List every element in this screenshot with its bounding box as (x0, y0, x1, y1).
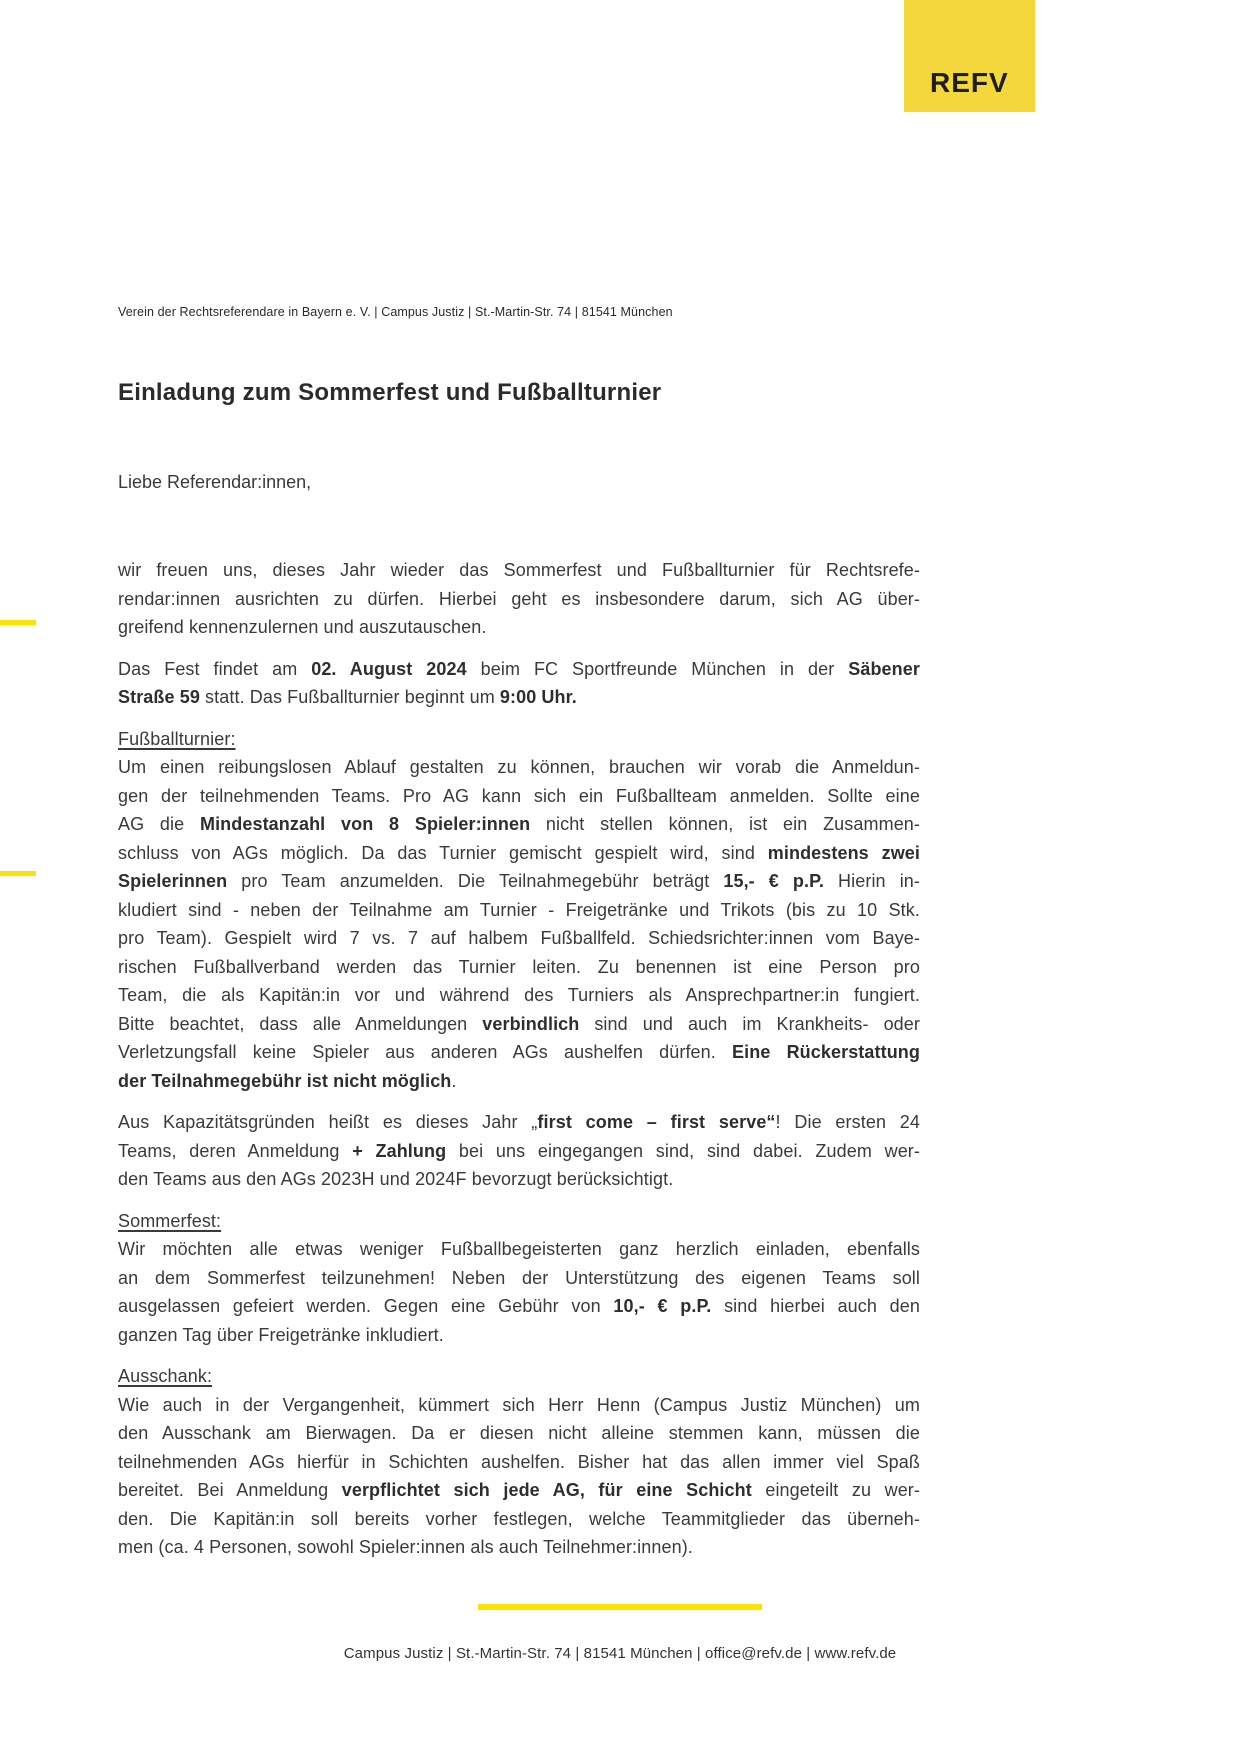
text-run: greifend kennenzulernen und auszutauschen. (118, 617, 487, 637)
bold-text: 15,- € p.P. (723, 871, 825, 891)
paragraph-line (118, 839, 920, 868)
text-run: men (ca. 4 Personen, sowohl Spieler:innen als auch Teilnehmer:innen). (118, 1537, 693, 1557)
salutation: Liebe Referendar:innen, (118, 472, 312, 492)
text-run: rendar:innen ausrichten zu dürfen. Hierbei geht es insbesondere darum, sich AG über- (118, 588, 920, 609)
body-paragraph (118, 1108, 920, 1194)
text-run: rischen Fußballverband werden das Turnier leiten. Zu benennen ist eine Person pro (118, 956, 920, 977)
bold-text: + Zahlung (352, 1140, 447, 1161)
text-run: schluss von AGs möglich. Da das Turnier gemischt gespielt wird, sind (118, 842, 768, 863)
bold-text: Spielerinnen (118, 871, 228, 891)
body-paragraph (118, 556, 920, 642)
underlined-heading-text: Sommerfest: (118, 1210, 222, 1231)
bold-text: verpflichtet sich jede AG, für eine Schicht (341, 1480, 752, 1500)
underlined-heading-text: Fußballturnier: (118, 728, 236, 749)
text-run: an dem Sommerfest teilzunehmen! Neben der Unterstützung des eigenen Teams soll (118, 1267, 920, 1288)
paragraph-line (118, 1010, 920, 1039)
fold-mark-bottom (0, 871, 36, 876)
paragraph-line (118, 1137, 920, 1166)
bold-text: 02. August 2024 (311, 658, 467, 679)
paragraph-line (118, 1235, 920, 1264)
bold-text: 9:00 Uhr. (499, 687, 577, 707)
text-run: Um einen reibungslosen Ablauf gestalten zu können, brauchen wir vorab die Anmeldun- (118, 757, 920, 777)
paragraph-line (118, 1165, 920, 1194)
paragraph-line (118, 867, 920, 896)
paragraph-line (118, 683, 920, 712)
text-run: nicht stellen können, ist ein Zusammen- (530, 814, 921, 834)
refv-logo (904, 0, 1035, 112)
text-run: gen der teilnehmenden Teams. Pro AG kann sich ein Fußballteam anmelden. Sollte eine (118, 785, 920, 806)
bold-text: verbindlich (482, 1013, 580, 1034)
text-run: bereitet. Bei Anmeldung (118, 1480, 342, 1500)
text-run: bei uns eingegangen sind, sind dabei. Zudem wer- (446, 1140, 920, 1161)
text-run: Hierin in- (824, 871, 920, 891)
paragraph-line (118, 1108, 920, 1137)
text-run: ! Die ersten 24 (775, 1112, 921, 1132)
text-run: AG die (118, 814, 200, 834)
text-run: wir freuen uns, dieses Jahr wieder das Sommerfest und Fußballturnier für Rechtsrefe- (118, 560, 920, 580)
paragraph-line (118, 585, 920, 614)
fold-mark-top (0, 620, 36, 625)
paragraph-line (118, 1038, 920, 1067)
paragraph-line (118, 1067, 920, 1096)
text-run: sind und auch im Krankheits- oder (579, 1013, 920, 1034)
footer-divider (478, 1604, 762, 1610)
body-paragraph (118, 725, 920, 1096)
text-run: Das Fest findet am (118, 658, 312, 679)
text-run: pro Team). Gespielt wird 7 vs. 7 auf halbem Fußballfeld. Schiedsrichter:innen vom Baye- (118, 928, 920, 948)
paragraph-line (118, 981, 920, 1010)
text-run: kludiert sind - neben der Teilnahme am Turnier - Freigetränke und Trikots (bis zu 10 Stk. (118, 899, 920, 920)
section-heading (118, 1207, 920, 1236)
text-run: sind hierbei auch den (711, 1296, 921, 1316)
bold-text: Eine Rückerstattung (732, 1042, 920, 1062)
bold-text: Mindestanzahl von 8 Spieler:innen (199, 814, 531, 834)
text-run: den Teams aus den AGs 2023H und 2024F bevorzugt berücksichtigt. (118, 1169, 674, 1189)
refv-logo-text: REFV (930, 67, 1009, 98)
paragraph-line (118, 1448, 920, 1477)
sender-address-line: Verein der Rechtsreferendare in Bayern e. V. | Campus Justiz | St.-Martin-Str. 74 | 81541 München (118, 305, 673, 319)
section-heading (118, 1362, 920, 1391)
bold-text: first come – first serve“ (537, 1112, 776, 1132)
section-heading (118, 725, 920, 754)
text-run: teilnehmenden AGs hierfür in Schichten aushelfen. Bisher hat das allen immer viel Spaß (118, 1451, 920, 1472)
body-paragraph (118, 1362, 920, 1562)
paragraph-line (118, 1533, 920, 1562)
paragraph-line (118, 556, 920, 585)
paragraph-line (118, 613, 920, 642)
bold-text: Säbener (848, 658, 920, 679)
paragraph-line (118, 1292, 920, 1321)
bold-text: mindestens zwei (767, 842, 921, 863)
body-paragraph (118, 655, 920, 712)
text-run: Team, die als Kapitän:in vor und während des Turniers als Ansprechpartner:in fungiert. (118, 985, 920, 1005)
text-run: statt. Das Fußballturnier beginnt um (199, 687, 500, 707)
text-run: den Ausschank am Bierwagen. Da er diesen nicht alleine stemmen kann, müssen die (118, 1423, 920, 1443)
paragraph-line (118, 655, 920, 684)
paragraph-line (118, 1476, 920, 1505)
text-run: Bitte beachtet, dass alle Anmeldungen (118, 1013, 483, 1034)
text-run: Wie auch in der Vergangenheit, kümmert sich Herr Henn (Campus Justiz München) um (118, 1394, 920, 1415)
letter-body (118, 556, 920, 1562)
underlined-heading-text: Ausschank: (118, 1366, 213, 1386)
text-run: ausgelassen gefeiert werden. Gegen eine Gebühr von (118, 1296, 614, 1316)
paragraph-line (118, 953, 920, 982)
paragraph-line (118, 896, 920, 925)
paragraph-line (118, 1391, 920, 1420)
bold-text: der Teilnahmegebühr ist nicht möglich (118, 1070, 452, 1091)
text-run: Verletzungsfall keine Spieler aus anderen AGs aushelfen dürfen. (118, 1042, 733, 1062)
text-run: pro Team anzumelden. Die Teilnahmegebühr beträgt (227, 871, 724, 891)
paragraph-line (118, 1505, 920, 1534)
paragraph-line (118, 1264, 920, 1293)
page-title: Einladung zum Sommerfest und Fußballturnier (118, 379, 662, 406)
text-run: eingeteilt zu wer- (751, 1480, 920, 1500)
paragraph-line (118, 1321, 920, 1350)
paragraph-line (118, 924, 920, 953)
paragraph-line (118, 1419, 920, 1448)
paragraph-line (118, 782, 920, 811)
footer-contact-line: Campus Justiz | St.-Martin-Str. 74 | 81541 München | office@refv.de | www.refv.de (343, 1645, 897, 1662)
text-run: den. Die Kapitän:in soll bereits vorher festlegen, welche Teammitglieder das überneh- (118, 1508, 920, 1529)
text-run: Teams, deren Anmeldung (118, 1140, 353, 1161)
bold-text: 10,- € p.P. (613, 1296, 712, 1316)
text-run: Aus Kapazitätsgründen heißt es dieses Jahr „ (118, 1112, 538, 1132)
paragraph-line (118, 753, 920, 782)
paragraph-line (118, 810, 920, 839)
text-run: . (451, 1070, 457, 1091)
text-run: ganzen Tag über Freigetränke inkludiert. (118, 1324, 444, 1345)
text-run: Wir möchten alle etwas weniger Fußballbegeisterten ganz herzlich einladen, ebenfalls (118, 1239, 920, 1259)
body-paragraph (118, 1207, 920, 1350)
bold-text: Straße 59 (118, 687, 200, 707)
text-run: beim FC Sportfreunde München in der (466, 658, 849, 679)
